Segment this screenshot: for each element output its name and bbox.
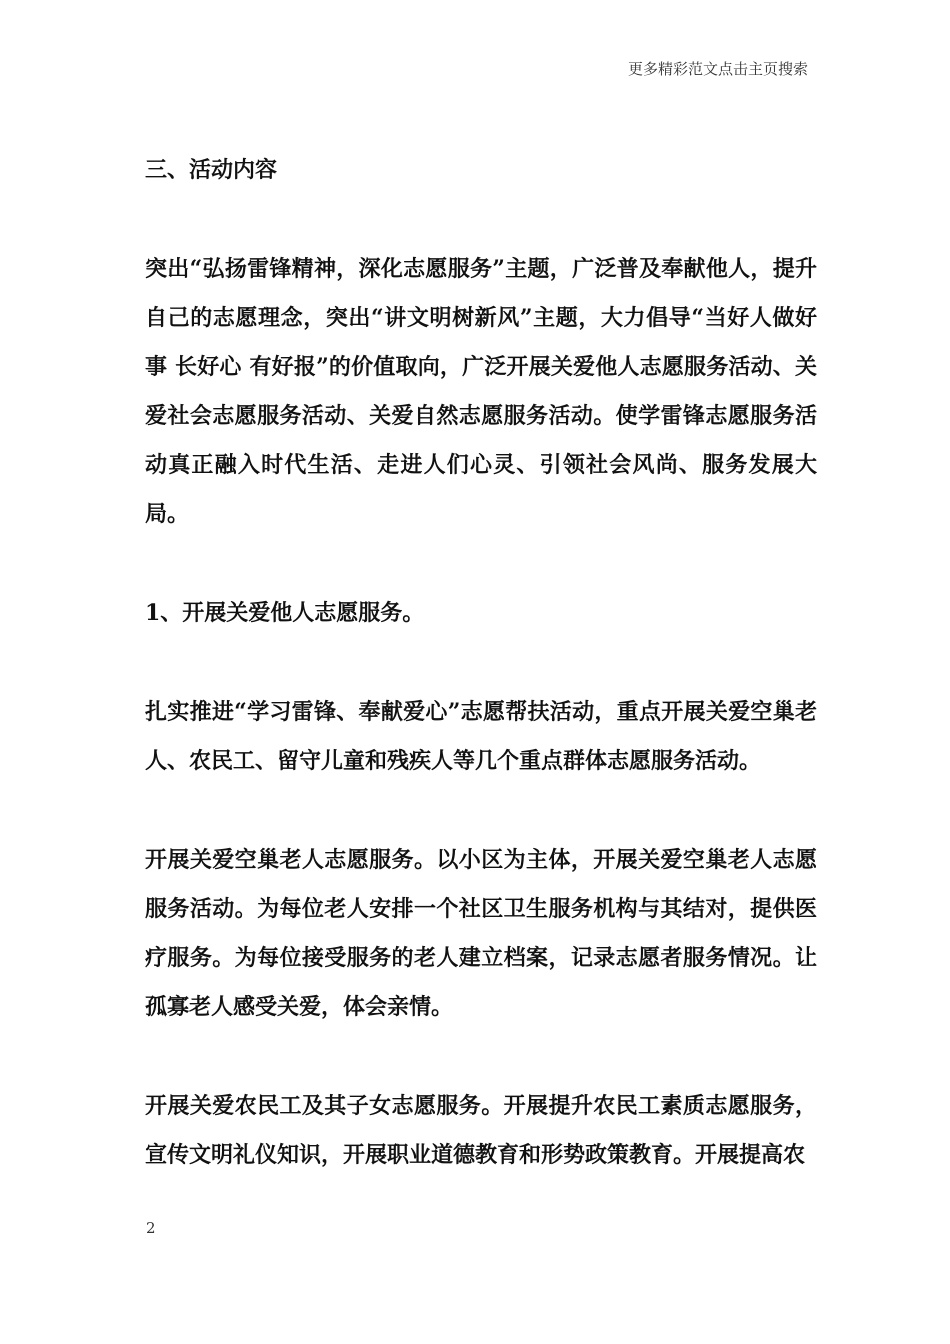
page-number: 2 <box>146 1219 156 1237</box>
subheading-care-others: 1、开展关爱他人志愿服务。 <box>145 600 425 626</box>
paragraph-migrant-workers: 开展关爱农民工及其子女志愿服务。开展提升农民工素质志愿服务，宣传文明礼仪知识，开展职业道德教育和形势政策教育。开展提高农 <box>145 1093 817 1168</box>
document-body <box>145 146 817 1230</box>
header-note: 更多精彩范文点击主页搜索 <box>627 60 808 78</box>
paragraph-key-groups: 扎实推进“学习雷锋、奉献爱心”志愿帮扶活动，重点开展关爱空巢老人、农民工、留守儿童和残疾人等几个重点群体志愿服务活动。 <box>145 699 817 774</box>
paragraph-intro: 突出“弘扬雷锋精神，深化志愿服务”主题，广泛普及奉献他人，提升自己的志愿理念，突出“讲文明树新风”主题，大力倡导“当好人做好事 长好心 有好报”的价值取向，广泛开展关爱他人志愿服务活动、关爱社会志愿服务活动、关爱自然志愿服务活动。使学雷锋志愿服务活动真正融入时代生活、走进人们心灵、引领社会风尚、服务发展大局。 <box>145 256 817 527</box>
section-heading: 三、活动内容 <box>145 157 278 183</box>
paragraph-elderly-care: 开展关爱空巢老人志愿服务。以小区为主体，开展关爱空巢老人志愿服务活动。为每位老人安排一个社区卫生服务机构与其结对，提供医疗服务。为每位接受服务的老人建立档案，记录志愿者服务情况。让孤寡老人感受关爱，体会亲情。 <box>145 847 817 1020</box>
